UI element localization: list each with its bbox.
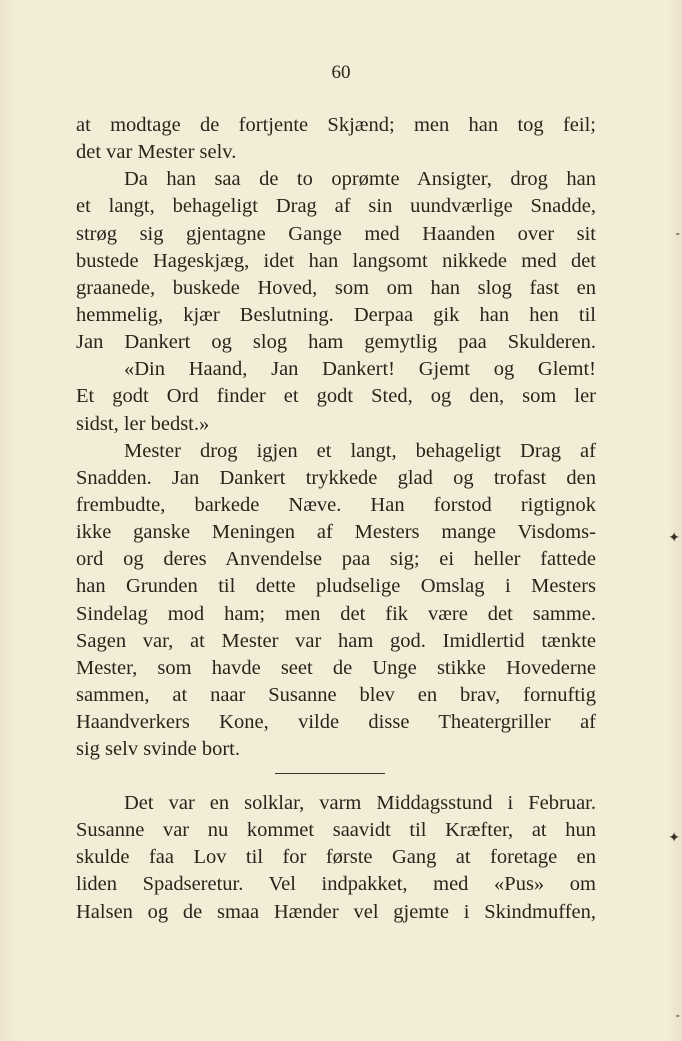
text-line: Susanne var nu kommet saavidt til Kræfter, at hun [76,819,596,842]
section-divider [275,773,385,774]
page-edge-mark-icon: ˗ [675,1008,680,1024]
text-line: sammen, at naar Susanne blev en brav, fornuftig [76,683,596,706]
text-line: ord og deres Anvendelse paa sig; ei heller fattede [76,548,596,571]
text-line: det var Mester selv. [76,141,237,164]
text-line: Det var en solklar, varm Middagsstund i Februar. [124,792,596,814]
text-line: sig selv svinde bort. [76,738,240,761]
text-line: at modtage de fortjente Skjænd; men han tog feil; [76,114,596,136]
text-line: bustede Hageskjæg, idet han langsomt nikkede med det [76,249,596,272]
page-edge-mark-icon: ✦ [668,530,680,546]
text-line: liden Spadseretur. Vel indpakket, med «Pus» om [76,873,596,896]
text-line: Mester drog igjen et langt, behageligt Drag af [124,439,596,462]
text-line: Et godt Ord finder et godt Sted, og den, som ler [76,385,596,408]
text-line: Jan Dankert og slog ham gemytlig paa Skulderen. [76,331,596,354]
text-line: han Grunden til dette pludselige Omslag i Mesters [76,575,596,598]
text-block-main [76,112,596,763]
text-line: skulde faa Lov til for første Gang at foretage en [76,846,596,869]
text-line: «Din Haand, Jan Dankert! Gjemt og Glemt! [124,358,596,381]
text-line: Da han saa de to oprømte Ansigter, drog han [124,168,596,191]
text-line: strøg sig gjentagne Gange med Haanden over sit [76,222,596,245]
page-edge-mark-icon: ✦ [668,830,680,846]
text-line: Mester, som havde seet de Unge stikke Hovederne [76,656,596,679]
text-line: Sagen var, at Mester var ham god. Imidlertid tænkte [76,629,596,652]
text-line: hemmelig, kjær Beslutning. Derpaa gik han hen til [76,303,596,326]
text-line: et langt, behageligt Drag af sin uundværlige Snadde, [76,195,596,218]
text-line: Sindelag mod ham; men det fik være det samme. [76,602,596,625]
text-line: ikke ganske Meningen af Mesters mange Visdoms- [76,521,596,544]
text-line: Halsen og de smaa Hænder vel gjemte i Skindmuffen, [76,900,596,923]
page-number: 60 [331,62,351,83]
text-line: Haandverkers Kone, vilde disse Theatergriller af [76,711,596,734]
text-block-new-section [76,790,596,926]
text-line: sidst, ler bedst.» [76,412,210,435]
text-line: graanede, buskede Hoved, som om han slog fast en [76,276,596,299]
page-edge-mark-icon: ˗ [675,226,680,242]
text-line: frembudte, barkede Næve. Han forstod rigtignok [76,493,596,516]
text-line: Snadden. Jan Dankert trykkede glad og trofast den [76,466,596,489]
